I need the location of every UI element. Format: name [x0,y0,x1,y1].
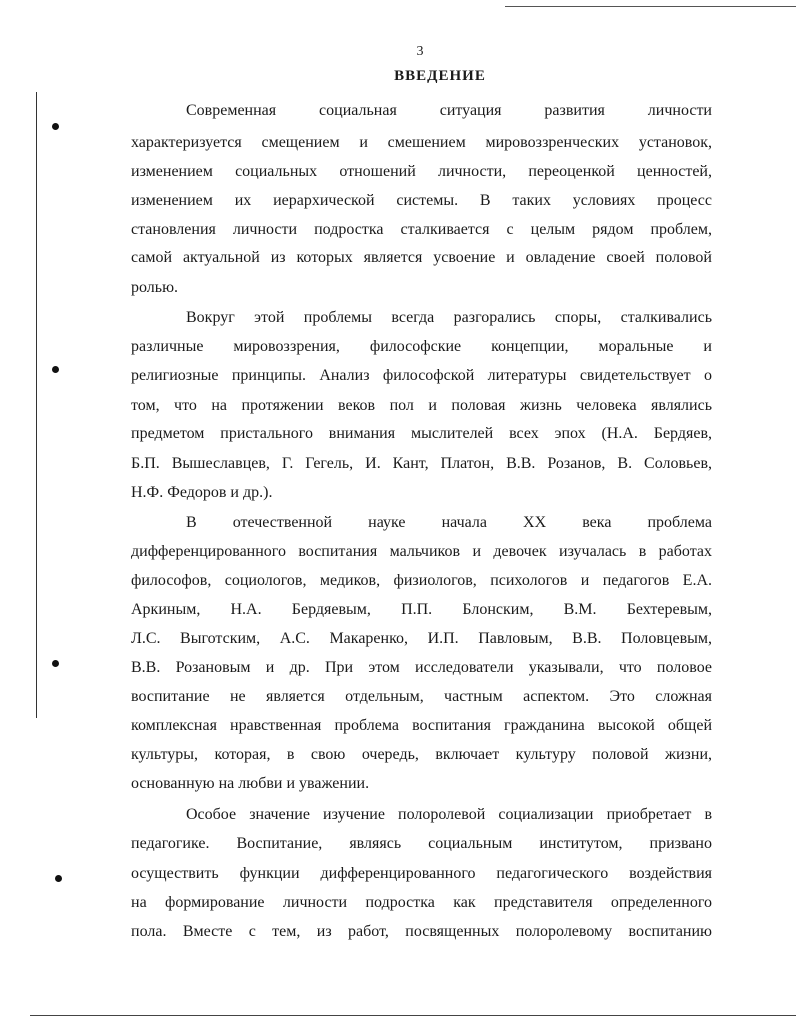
text-line: изменением их иерархической системы. В таких условиях процесс [131,192,712,209]
text-line: различные мировоззрения, философские концепции, моральные и [131,338,712,355]
text-line: осуществить функции дифференцированного педагогического воздействия [131,865,712,882]
text-line: Вокруг этой проблемы всегда разгорались споры, сталкивались [186,309,712,326]
text-line: том, что на протяжении веков пол и половая жизнь человека являлись [131,397,712,414]
text-line: педагогике. Воспитание, являясь социальным институтом, призвано [131,835,712,852]
text-line: пола. Вместе с тем, из работ, посвященных полоролевому воспитанию [131,923,712,940]
binding-hole-mark [55,875,62,882]
text-line: изменением социальных отношений личности, переоценкой ценностей, [131,163,712,180]
text-line: Современная социальная ситуация развития личности [186,102,712,119]
text-line: культуры, которая, в свою очередь, включает культуру половой жизни, [131,746,712,763]
text-line: Н.Ф. Федоров и др.). [131,484,273,501]
text-line: Аркиным, Н.А. Бердяевым, П.П. Блонским, В.М. Бехтеревым, [131,601,712,618]
binding-hole-mark [52,123,59,130]
text-line: комплексная нравственная проблема воспитания гражданина высокой общей [131,717,712,734]
margin-line [36,92,37,718]
text-line: дифференцированного воспитания мальчиков и девочек изучалась в работах [131,543,712,560]
bottom-rule [30,1015,796,1016]
text-line: характеризуется смещением и смешением мировоззренческих установок, [131,134,712,151]
text-line: В отечественной науке начала XX века проблема [186,514,712,531]
text-line: самой актуальной из которых является усвоение и овладение своей половой [131,249,712,266]
text-line: философов, социологов, медиков, физиологов, психологов и педагогов Е.А. [131,572,712,589]
text-line: становления личности подростка сталкивается с целым рядом проблем, [131,221,712,238]
text-line: предметом пристального внимания мыслителей всех эпох (Н.А. Бердяев, [131,425,712,442]
top-rule [505,6,796,7]
text-line: Л.С. Выготским, А.С. Макаренко, И.П. Павловым, В.В. Половцевым, [131,630,712,647]
text-line: религиозные принципы. Анализ философской литературы свидетельствует о [131,367,712,384]
text-line: основанную на любви и уважении. [131,775,370,792]
binding-hole-mark [52,660,59,667]
text-line: ролью. [131,279,179,296]
text-line: Особое значение изучение полоролевой социализации приобретает в [186,806,712,823]
text-line: Б.П. Вышеславцев, Г. Гегель, И. Кант, Платон, В.В. Розанов, В. Соловьев, [131,455,712,472]
binding-hole-mark [52,366,59,373]
page-number: 3 [416,44,424,59]
page-title: ВВЕДЕНИЕ [394,68,486,84]
text-line: В.В. Розановым и др. При этом исследователи указывали, что половое [131,659,712,676]
text-line: на формирование личности подростка как представителя определенного [131,894,712,911]
text-line: воспитание не является отдельным, частным аспектом. Это сложная [131,688,712,705]
